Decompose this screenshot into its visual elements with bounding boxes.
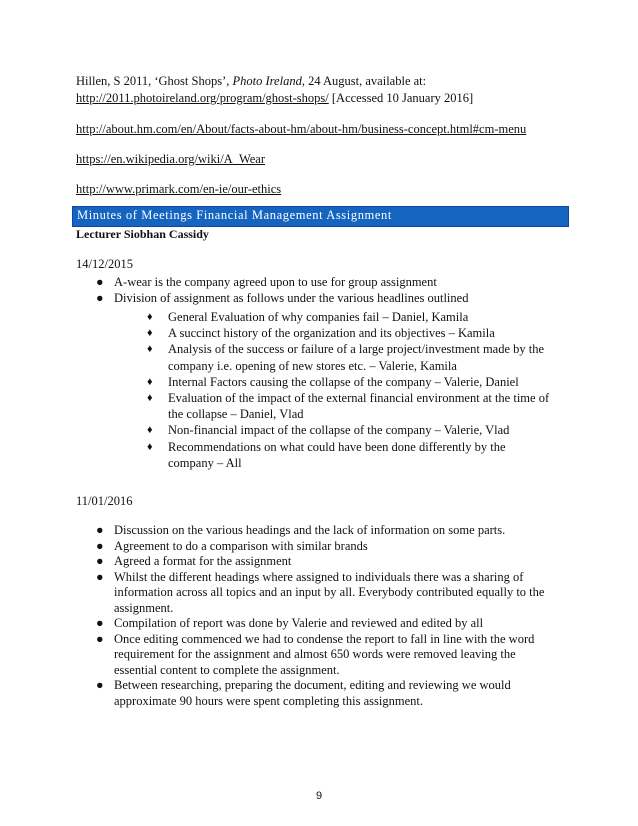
bullet-icon: ● <box>96 554 104 568</box>
list-item: ● Once editing commenced we had to condense the report to fall in line with the word requirement for the assignment and almost 650 words were removed leaving the essential content to complete the assignment. <box>96 631 535 677</box>
reference-author: Hillen, S 2011, ‘Ghost Shops’, <box>76 74 233 88</box>
list-item: ● Discussion on the various headings and the lack of information on some parts. <box>96 523 506 537</box>
page-number: 9 <box>315 790 323 802</box>
list-item: ♦ Evaluation of the impact of the external financial environment at the time of the collapse – Daniel, Vlad <box>147 391 550 422</box>
list-item: ● Whilst the different headings where assigned to individuals there was a sharing of information across all topics and an input by all. Everybody contributed equally to the assignment. <box>96 569 545 615</box>
meeting-date-1: 14/12/2015 <box>76 257 133 271</box>
list-item: ● Between researching, preparing the document, editing and reviewing we would approximate 90 hours were spent completing this assignment. <box>96 678 511 708</box>
reference-link-primark[interactable]: http://www.primark.com/en-ie/our-ethics <box>76 182 282 196</box>
meeting-1-points <box>92 275 532 306</box>
diamond-bullet-icon: ♦ <box>147 424 153 437</box>
diamond-bullet-icon: ♦ <box>147 392 153 405</box>
reference-link-wikipedia[interactable]: https://en.wikipedia.org/wiki/A_Wear <box>76 152 266 166</box>
list-item: ♦ Analysis of the success or failure of a large project/investment made by the company i.e. opening of new stores etc. – Valerie, Kamila <box>147 342 545 373</box>
reference-accessed: [Accessed 10 January 2016] <box>328 91 474 105</box>
diamond-bullet-icon: ♦ <box>147 440 153 453</box>
reference-link-photoireland[interactable]: http://2011.photoireland.org/program/ghost-shops/ <box>76 91 329 105</box>
diamond-bullet-icon: ♦ <box>147 311 153 323</box>
list-item: ● Compilation of report was done by Valerie and reviewed and edited by all <box>96 616 484 630</box>
list-item: ● A-wear is the company agreed upon to use for group assignment <box>96 275 437 289</box>
list-item: ● Division of assignment as follows under the various headlines outlined <box>96 290 469 305</box>
reference-date: , 24 August, available at: <box>301 74 427 88</box>
bullet-icon: ● <box>96 616 104 630</box>
bullet-icon: ● <box>96 631 104 646</box>
bullet-icon: ● <box>96 569 104 584</box>
bullet-icon: ● <box>96 275 104 289</box>
bullet-icon: ● <box>96 538 104 553</box>
diamond-bullet-icon: ♦ <box>147 343 153 356</box>
minutes-heading-bar <box>72 206 569 227</box>
minutes-heading: Minutes of Meetings Financial Management Assignment <box>77 208 392 222</box>
list-item: ♦ Internal Factors causing the collapse of the company – Valerie, Daniel <box>147 374 519 389</box>
list-item: ♦ A succinct history of the organization and its objectives – Kamila <box>147 326 495 341</box>
list-item: ♦ Non-financial impact of the collapse of the company – Valerie, Vlad <box>147 423 510 438</box>
list-item: ● Agreed a format for the assignment <box>96 554 292 568</box>
meeting-1-subpoints <box>147 309 553 471</box>
bullet-icon: ● <box>96 678 104 692</box>
diamond-bullet-icon: ♦ <box>147 375 153 388</box>
list-item: ● Agreement to do a comparison with similar brands <box>96 538 368 553</box>
meeting-date-2: 11/01/2016 <box>76 494 133 508</box>
reference-publication: Photo Ireland <box>232 74 302 88</box>
reference-hillen-url-line <box>76 90 473 107</box>
lecturer-name: Lecturer Siobhan Cassidy <box>76 227 209 241</box>
reference-hillen <box>76 73 426 90</box>
bullet-icon: ● <box>96 523 104 537</box>
list-item: ♦ General Evaluation of why companies fail – Daniel, Kamila <box>147 310 469 324</box>
meeting-2-points <box>92 523 546 709</box>
diamond-bullet-icon: ♦ <box>147 327 153 340</box>
list-item: ♦ Recommendations on what could have been done differently by the company – All <box>147 439 506 470</box>
reference-link-hm[interactable]: http://about.hm.com/en/About/facts-about-hm/about-hm/business-concept.html#cm-menu <box>76 122 527 136</box>
bullet-icon: ● <box>96 290 104 305</box>
